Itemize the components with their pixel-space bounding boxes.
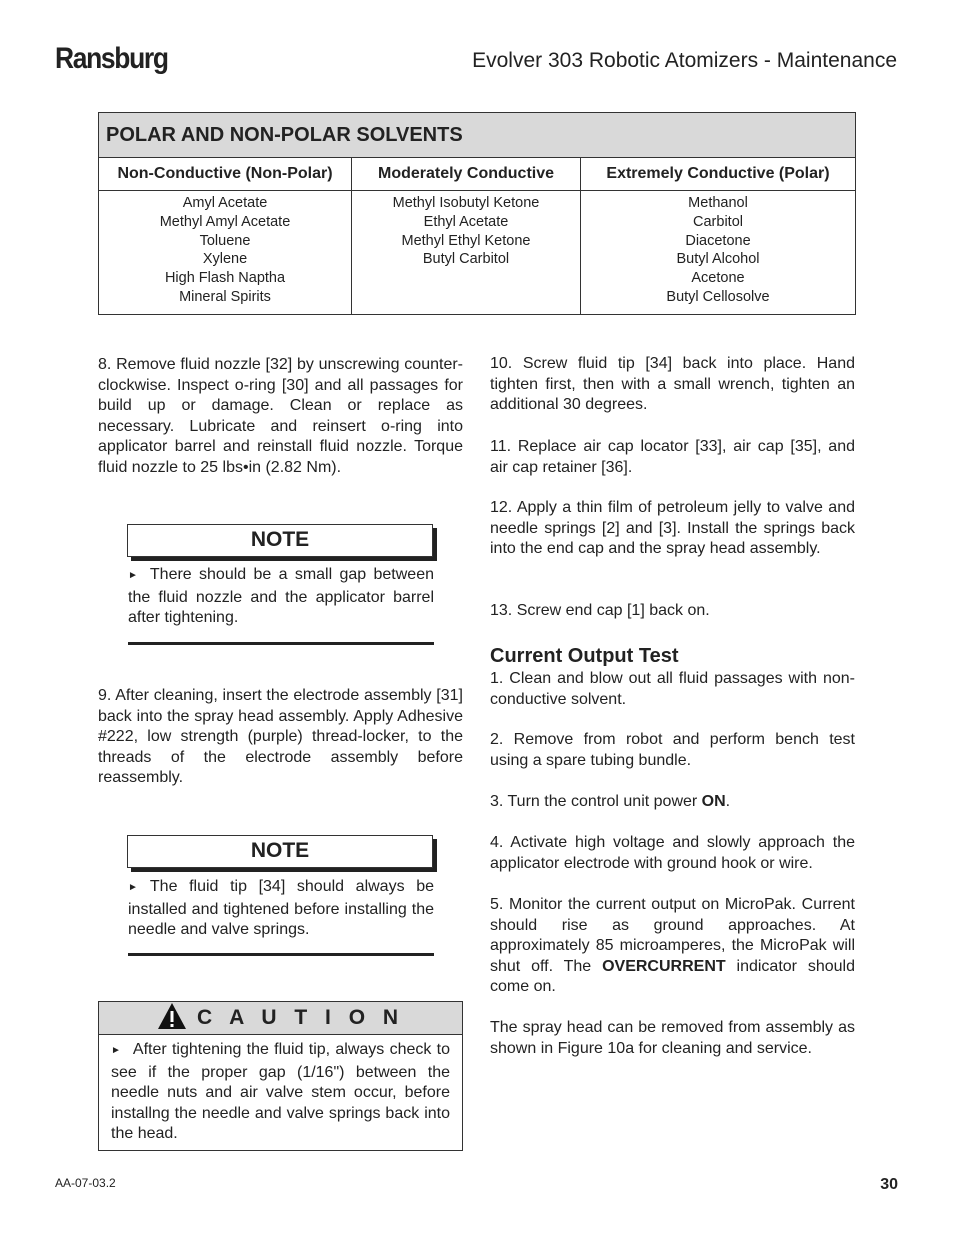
caution-header bbox=[99, 1002, 462, 1035]
arrow-bullet-icon: ► bbox=[111, 1045, 121, 1056]
list-item: Acetone bbox=[691, 270, 745, 287]
note-divider bbox=[128, 642, 434, 645]
column-heading-polar: Extremely Conductive (Polar) bbox=[581, 158, 856, 191]
emphasis: OVERCURRENT bbox=[602, 957, 726, 975]
emphasis: ON bbox=[701, 793, 726, 810]
column-heading-moderate: Moderately Conductive bbox=[352, 158, 581, 191]
list-item: Methyl Amyl Acetate bbox=[159, 213, 291, 230]
list-item: Butyl Alcohol bbox=[676, 251, 760, 268]
list-item: Methyl Isobutyl Ketone bbox=[392, 195, 540, 211]
section-title: Current Output Test bbox=[490, 645, 679, 667]
page-number: 30 bbox=[880, 1176, 898, 1193]
list-item: Mineral Spirits bbox=[179, 288, 271, 305]
note-body bbox=[128, 877, 434, 941]
moderate-list bbox=[352, 191, 581, 315]
step-10: 10. Screw fluid tip [34] back into place. Hand tighten first, then with a small wrench, tighten an additional 30 degrees. bbox=[490, 355, 855, 414]
note-body bbox=[128, 565, 434, 629]
list-item: Methanol bbox=[688, 195, 748, 211]
caution-text: After tightening the fluid tip, always check to see if the proper gap (1/16") between the needle nuts and air valve stem occur, before installng the needle and valve springs back into the head. bbox=[111, 1041, 450, 1143]
column-heading-non-polar: Non-Conductive (Non-Polar) bbox=[99, 158, 352, 191]
document-title: Evolver 303 Robotic Atomizers - Maintenance bbox=[472, 49, 897, 72]
table-title: POLAR AND NON-POLAR SOLVENTS bbox=[99, 113, 856, 158]
text-segment: 3. Turn the control unit power bbox=[490, 793, 702, 810]
list-item: Methyl Ethyl Ketone bbox=[401, 232, 531, 249]
test-step-1: 1. Clean and blow out all fluid passages with non-conductive solvent. bbox=[490, 670, 855, 708]
caution-body bbox=[99, 1035, 462, 1145]
list-item: Xylene bbox=[202, 251, 248, 268]
note-text: There should be a small gap between the fluid nozzle and the applicator barrel after tightening. bbox=[128, 566, 434, 627]
polar-list bbox=[581, 191, 856, 315]
list-item: Butyl Cellosolve bbox=[666, 288, 770, 305]
list-item: Amyl Acetate bbox=[182, 195, 268, 211]
test-step-2: 2. Remove from robot and perform bench test using a spare tubing bundle. bbox=[490, 731, 855, 769]
caution-box bbox=[98, 1001, 463, 1151]
step-11: 11. Replace air cap locator [33], air cap [35], and air cap retainer [36]. bbox=[490, 438, 855, 476]
note-heading: NOTE bbox=[127, 524, 433, 557]
document-code: AA-07-03.2 bbox=[55, 1176, 116, 1190]
list-item: Butyl Carbitol bbox=[422, 251, 510, 268]
text-segment: . bbox=[725, 793, 731, 810]
test-step-4: 4. Activate high voltage and slowly approach the applicator electrode with ground hook or wire. bbox=[490, 834, 855, 872]
solvents-table bbox=[98, 112, 856, 315]
note-text: The fluid tip [34] should always be installed and tightened before installing the needle and valve springs. bbox=[128, 878, 434, 939]
closing-paragraph: The spray head can be removed from assembly as shown in Figure 10a for cleaning and service. bbox=[490, 1019, 855, 1057]
list-item: Carbitol bbox=[693, 213, 743, 230]
text-segment: indicator should come on. bbox=[490, 957, 855, 996]
arrow-bullet-icon: ► bbox=[128, 882, 138, 893]
brand-logo: Ransburg bbox=[55, 42, 168, 75]
step-12: 12. Apply a thin film of petroleum jelly to valve and needle springs [2] and [3]. Install the springs back into the end cap and the spray head assembly. bbox=[490, 499, 855, 558]
warning-icon bbox=[157, 1002, 187, 1030]
step-8: 8. Remove fluid nozzle [32] by unscrewing counter-clockwise. Inspect o-ring [30] and all passages for build up or damage. Clean or replace as necessary. Lubricate and reinsert o-ring into applicator barrel and reinstall fluid nozzle. Torque fluid nozzle to 25 lbs•in (2.82 Nm). bbox=[98, 356, 463, 476]
list-item: High Flash Naptha bbox=[164, 270, 286, 287]
non-polar-list bbox=[99, 191, 352, 315]
note-heading: NOTE bbox=[127, 835, 433, 868]
list-item: Toluene bbox=[199, 232, 251, 249]
arrow-bullet-icon: ► bbox=[128, 570, 138, 581]
list-item: Diacetone bbox=[685, 232, 751, 249]
step-13: 13. Screw end cap [1] back on. bbox=[490, 602, 710, 619]
caution-title: C A U T I O N bbox=[196, 1006, 405, 1029]
test-step-3 bbox=[490, 792, 855, 813]
note-divider bbox=[128, 953, 434, 956]
list-item: Ethyl Acetate bbox=[423, 213, 509, 230]
step-9: 9. After cleaning, insert the electrode assembly [31] back into the spray head assembly. Apply Adhesive #222, low strength (purple) thread-locker, to the threads of the electrode assembly before reassembly. bbox=[98, 687, 463, 787]
test-step-5 bbox=[490, 895, 855, 998]
text-segment: 5. Monitor the current output on MicroPak. Current should rise as ground approaches. At approximately 85 microamperes, the MicroPak will shut off. The bbox=[490, 896, 855, 975]
